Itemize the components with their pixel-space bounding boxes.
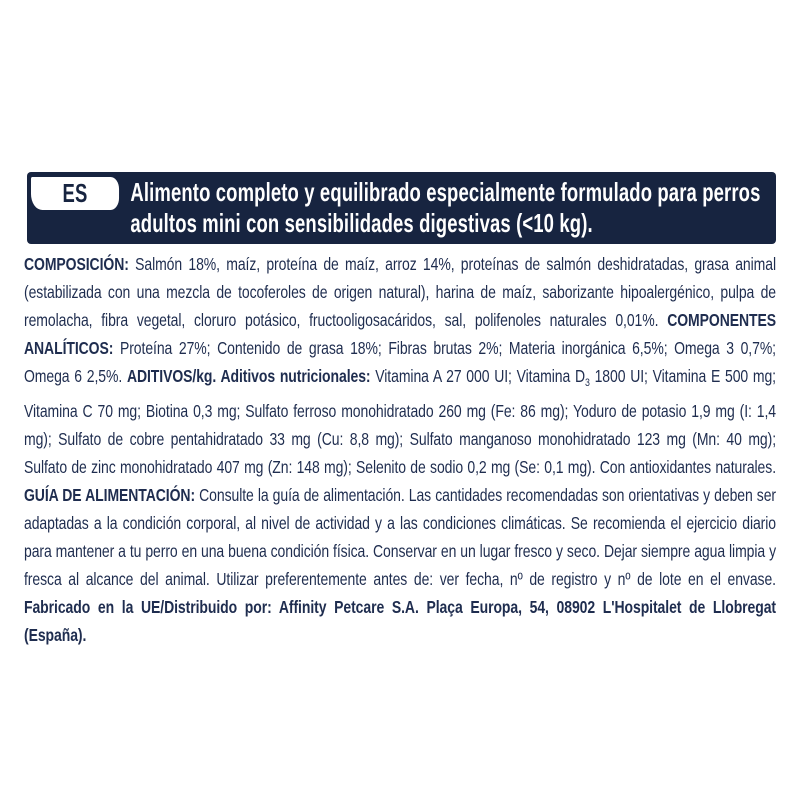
componentes-analiticos-text: Proteína 27%; Contenido de grasa 18%; Fibras brutas 2%; Materia inorgánica 6,5%; Omega 3 0,7%; Omega 6 2,5%.: [24, 338, 776, 386]
headline-text: Alimento completo y equilibrado especialmente formulado para perros adultos mini con sensibilidades digestivas (<10 kg).: [130, 177, 761, 238]
guia-alimentacion-heading: GUÍA DE ALIMENTACIÓN:: [24, 485, 200, 505]
language-badge: ES: [31, 177, 119, 210]
header-band: [27, 172, 776, 244]
aditivos-heading: ADITIVOS/kg. Aditivos nutricionales:: [126, 366, 376, 386]
aditivos-text-part1: Vitamina A 27 000 UI; Vitamina D: [375, 366, 585, 386]
vitamin-d3-subscript: 3: [585, 377, 590, 389]
guia-alimentacion-text: Consulte la guía de alimentación. Las cantidades recomendadas son orientativas y deben ser adaptadas a la condición corporal, al nivel de actividad y a las condiciones climáticas. Se recomienda el ejercicio diario para mantener a tu perro en una buena condición física. Conservar en un lugar fresco y seco. Dejar siempre agua limpia y fresca al alcance del animal. Utilizar preferentemente antes de: ver fecha, nº de registro y nº de lote en el envase.: [24, 485, 776, 589]
composicion-text: Salmón 18%, maíz, proteína de maíz, arroz 14%, proteínas de salmón deshidratadas, grasa animal (estabilizada con una mezcla de tocoferoles de origen natural), harina de maíz, saborizante hipoalergénico, pulpa de remolacha, fibra vegetal, cloruro potásico, fructooligosacáridos, sal, polifenoles naturales 0,01%.: [24, 254, 777, 330]
label-paragraph: [24, 250, 776, 649]
fabricado-distribuidor-text: Fabricado en la UE/Distribuido por: Affinity Petcare S.A. Plaça Europa, 54, 08902 L'Hospitalet de Llobregat (España).: [24, 597, 776, 645]
componentes-analiticos-heading: COMPONENTES ANALÍTICOS:: [24, 310, 776, 358]
header-band-content: [31, 177, 769, 239]
aditivos-text-part2: 1800 UI; Vitamina E 500 mg; Vitamina C 70 mg; Biotina 0,3 mg; Sulfato ferroso monohidratado 260 mg (Fe: 86 mg); Yoduro de potasio 1,9 mg (I: 1,4 mg); Sulfato de cobre pentahidratado 33 mg (Cu: 8,8 mg); Sulfato manganoso monohidratado 123 mg (Mn: 40 mg); Sulfato de zinc monohidratado 407 mg (Zn: 148 mg); Selenito de sodio 0,2 mg (Se: 0,1 mg). Con antioxidantes naturales.: [24, 366, 776, 477]
composicion-heading: COMPOSICIÓN:: [24, 254, 136, 274]
label-body: [24, 250, 776, 649]
label-body-content: [24, 250, 776, 649]
